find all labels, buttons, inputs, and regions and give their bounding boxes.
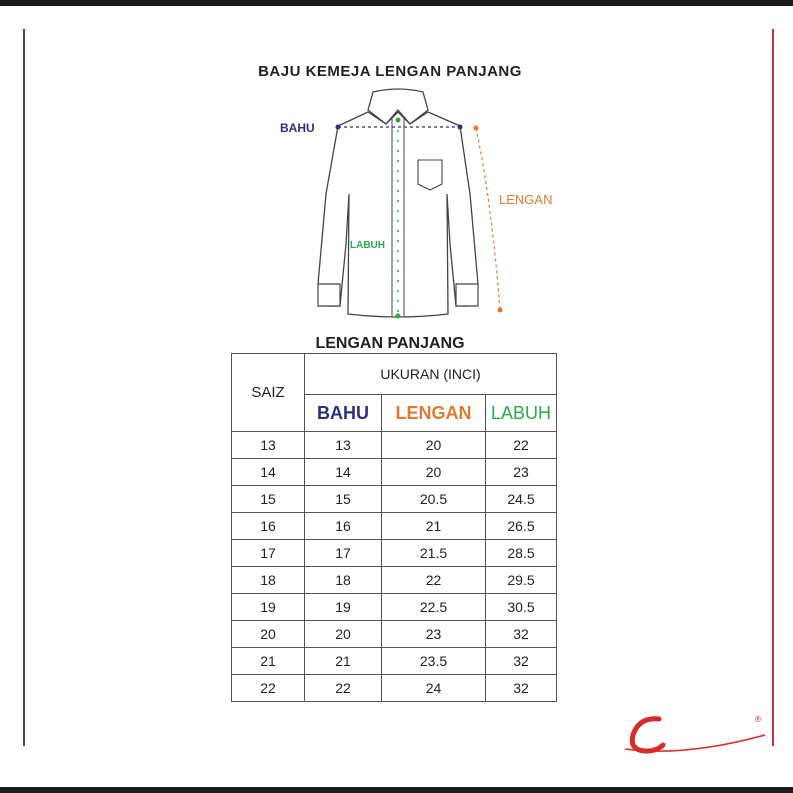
cell-bahu: 18	[305, 567, 382, 594]
cell-bahu: 22	[305, 675, 382, 702]
size-table-body	[232, 432, 557, 702]
table-row	[232, 540, 557, 567]
cell-labuh: 22	[486, 432, 557, 459]
bahu-label: BAHU	[280, 121, 315, 135]
cell-lengan: 22.5	[382, 594, 486, 621]
table-row	[232, 486, 557, 513]
table-row	[232, 648, 557, 675]
cell-lengan: 23.5	[382, 648, 486, 675]
cell-bahu: 16	[305, 513, 382, 540]
lengan-label: LENGAN	[499, 192, 553, 207]
page-title: BAJU KEMEJA LENGAN PANJANG	[258, 63, 522, 80]
cell-bahu: 19	[305, 594, 382, 621]
cell-lengan: 20	[382, 432, 486, 459]
table-title: LENGAN PANJANG	[315, 335, 465, 352]
cell-saiz: 20	[232, 621, 305, 648]
table-row	[232, 513, 557, 540]
cell-lengan: 21	[382, 513, 486, 540]
cell-labuh: 28.5	[486, 540, 557, 567]
labuh-label: LABUH	[350, 240, 385, 251]
cell-labuh: 32	[486, 621, 557, 648]
table-row	[232, 432, 557, 459]
cell-labuh: 26.5	[486, 513, 557, 540]
saiz-header: SAIZ	[232, 354, 305, 432]
logo-wordmark	[658, 715, 762, 734]
cell-labuh: 30.5	[486, 594, 557, 621]
table-row	[232, 594, 557, 621]
cell-labuh: 32	[486, 675, 557, 702]
cell-bahu: 17	[305, 540, 382, 567]
logo-registered-mark: ®	[754, 715, 762, 724]
table-row	[232, 675, 557, 702]
cell-lengan: 20	[382, 459, 486, 486]
cell-saiz: 15	[232, 486, 305, 513]
cell-bahu: 13	[305, 432, 382, 459]
cell-saiz: 13	[232, 432, 305, 459]
cell-labuh: 29.5	[486, 567, 557, 594]
cell-saiz: 19	[232, 594, 305, 621]
shirt-diagram	[270, 84, 520, 324]
canggih-logo	[625, 705, 775, 765]
cell-lengan: 22	[382, 567, 486, 594]
cell-saiz: 17	[232, 540, 305, 567]
cell-labuh: 24.5	[486, 486, 557, 513]
cell-bahu: 14	[305, 459, 382, 486]
table-row	[232, 567, 557, 594]
table-row	[232, 459, 557, 486]
cell-bahu: 21	[305, 648, 382, 675]
cell-saiz: 14	[232, 459, 305, 486]
cell-saiz: 21	[232, 648, 305, 675]
bahu-column-header: BAHU	[305, 395, 382, 432]
cell-lengan: 20.5	[382, 486, 486, 513]
size-table	[231, 353, 557, 702]
cell-labuh: 32	[486, 648, 557, 675]
cell-bahu: 20	[305, 621, 382, 648]
table-row	[232, 621, 557, 648]
bottom-border-bar	[0, 787, 793, 793]
cell-lengan: 21.5	[382, 540, 486, 567]
cell-lengan: 24	[382, 675, 486, 702]
lengan-column-header: LENGAN	[382, 395, 486, 432]
cell-bahu: 15	[305, 486, 382, 513]
labuh-column-header: LABUH	[486, 395, 557, 432]
cell-saiz: 16	[232, 513, 305, 540]
ukuran-header: UKURAN (INCI)	[305, 354, 557, 395]
cell-labuh: 23	[486, 459, 557, 486]
cell-saiz: 22	[232, 675, 305, 702]
cell-lengan: 23	[382, 621, 486, 648]
cell-saiz: 18	[232, 567, 305, 594]
